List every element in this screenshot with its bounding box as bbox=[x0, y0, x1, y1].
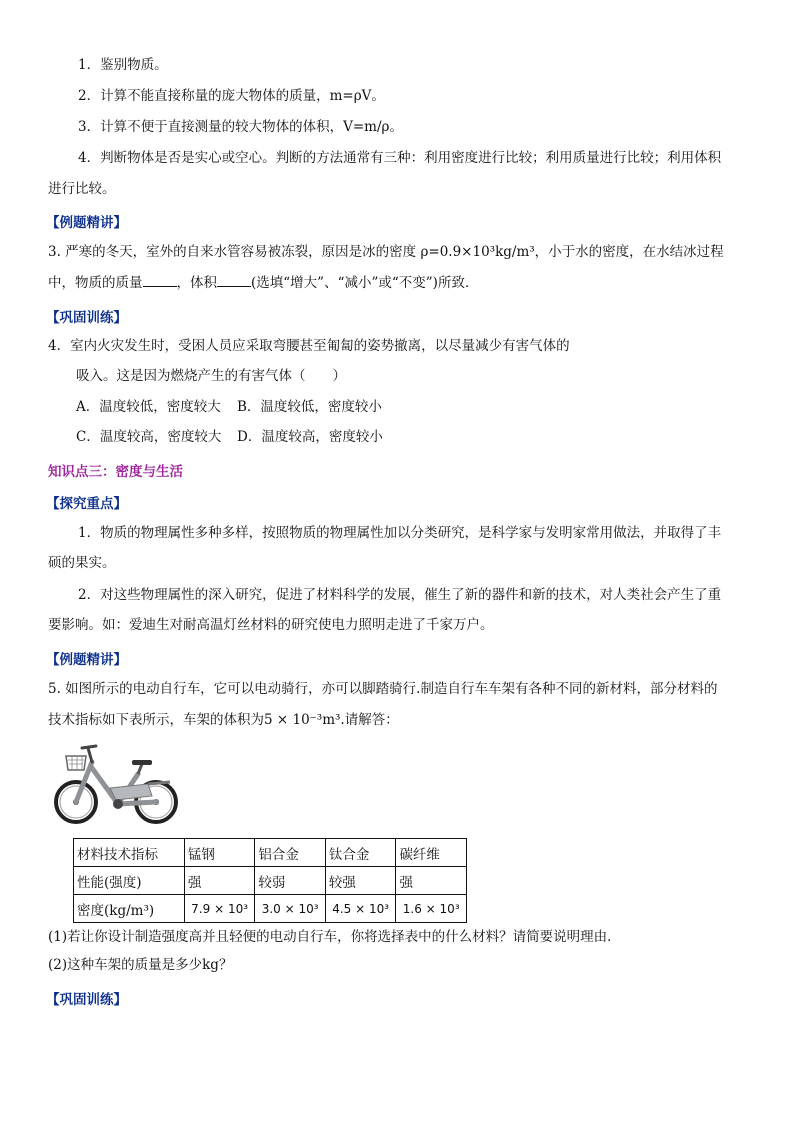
list-item-2: 2．计算不能直接称量的庞大物体的质量，m=ρV。 bbox=[78, 88, 385, 104]
section-heading-practice: 【巩固训练】 bbox=[46, 310, 127, 326]
table-row bbox=[74, 895, 467, 923]
question-5-part1: (1)若让你设计制造强度高并且轻便的电动自行车，你将选择表中的什么材料？请简要说明理由． bbox=[48, 929, 621, 945]
section-heading-example-2: 【例题精讲】 bbox=[46, 652, 127, 668]
section-heading-example: 【例题精讲】 bbox=[46, 215, 127, 231]
electric-bicycle-image bbox=[52, 738, 180, 828]
table-cell: 较强 bbox=[325, 867, 396, 895]
question-3-line1: 3. 严寒的冬天，室外的自来水管容易被冻裂，原因是冰的密度 ρ=0.9×10³kg/m³，小于水的密度，在水结冰过程 bbox=[48, 244, 724, 260]
q4-option-a[interactable]: A．温度较低，密度较大 bbox=[76, 399, 221, 415]
table-cell: 性能(强度) bbox=[74, 867, 185, 895]
list-item-4-cont: 进行比较。 bbox=[48, 181, 116, 197]
table-row bbox=[74, 839, 467, 867]
q3-text-b: ，体积 bbox=[176, 275, 217, 291]
question-3-line2 bbox=[48, 274, 478, 292]
q4-option-b[interactable]: B．温度较低，密度较小 bbox=[237, 399, 382, 415]
explore-line-4: 要影响。如：爱迪生对耐高温灯丝材料的研究使电力照明走进了千家万户。 bbox=[48, 617, 494, 633]
question-4-line2: 吸入。这是因为燃烧产生的有害气体（ ） bbox=[76, 368, 346, 384]
q3-blank-mass[interactable] bbox=[143, 274, 177, 287]
question-5-line2: 技术指标如下表所示，车架的体积为5 × 10⁻³m³.请解答： bbox=[48, 712, 399, 728]
list-item-1: 1．鉴别物质。 bbox=[78, 57, 168, 73]
table-cell: 较弱 bbox=[255, 867, 326, 895]
material-table bbox=[73, 838, 467, 923]
table-cell: 3.0 × 10³ bbox=[255, 895, 326, 923]
q3-text-a: 中，物质的质量 bbox=[48, 275, 143, 291]
q4-option-d[interactable]: D．温度较高，密度较小 bbox=[237, 429, 383, 445]
table-cell: 7.9 × 10³ bbox=[184, 895, 255, 923]
explore-line-3: 2．对这些物理属性的深入研究，促进了材料科学的发展，催生了新的器件和新的技术，对人类社会产生了重 bbox=[78, 587, 722, 603]
question-4-line1: 4．室内火灾发生时，受困人员应采取弯腰甚至匍匐的姿势撤离，以尽量减少有害气体的 bbox=[48, 338, 570, 354]
table-cell: 碳纤维 bbox=[396, 839, 467, 867]
section-heading-practice-2: 【巩固训练】 bbox=[46, 992, 127, 1008]
table-cell: 密度(kg/m³) bbox=[74, 895, 185, 923]
list-item-3: 3．计算不便于直接测量的较大物体的体积，V=m/ρ。 bbox=[78, 119, 403, 135]
explore-line-2: 硕的果实。 bbox=[48, 555, 116, 571]
table-cell: 钛合金 bbox=[325, 839, 396, 867]
table-cell: 锰钢 bbox=[184, 839, 255, 867]
table-cell: 4.5 × 10³ bbox=[325, 895, 396, 923]
list-item-4: 4．判断物体是否是实心或空心。判断的方法通常有三种：利用密度进行比较；利用质量进行比较；利用体积 bbox=[78, 150, 722, 166]
question-5-part2: (2)这种车架的质量是多少kg？ bbox=[48, 957, 233, 973]
knowledge-point-3: 知识点三：密度与生活 bbox=[48, 464, 183, 480]
table-cell: 强 bbox=[396, 867, 467, 895]
q3-text-c: (选填“增大”、“减小”或“不变”)所致． bbox=[251, 275, 479, 291]
q4-option-c[interactable]: C．温度较高，密度较大 bbox=[76, 429, 222, 445]
table-cell: 1.6 × 10³ bbox=[396, 895, 467, 923]
table-cell: 铝合金 bbox=[255, 839, 326, 867]
table-cell: 强 bbox=[184, 867, 255, 895]
section-heading-explore: 【探究重点】 bbox=[46, 496, 127, 512]
question-5-line1: 5. 如图所示的电动自行车，它可以电动骑行，亦可以脚踏骑行.制造自行车车架有各种不同的新材料，部分材料的 bbox=[48, 681, 718, 697]
table-row bbox=[74, 867, 467, 895]
explore-line-1: 1．物质的物理属性多种多样，按照物质的物理属性加以分类研究，是科学家与发明家常用做法，并取得了丰 bbox=[78, 525, 722, 541]
table-cell: 材料技术指标 bbox=[74, 839, 185, 867]
q3-blank-volume[interactable] bbox=[217, 274, 251, 287]
